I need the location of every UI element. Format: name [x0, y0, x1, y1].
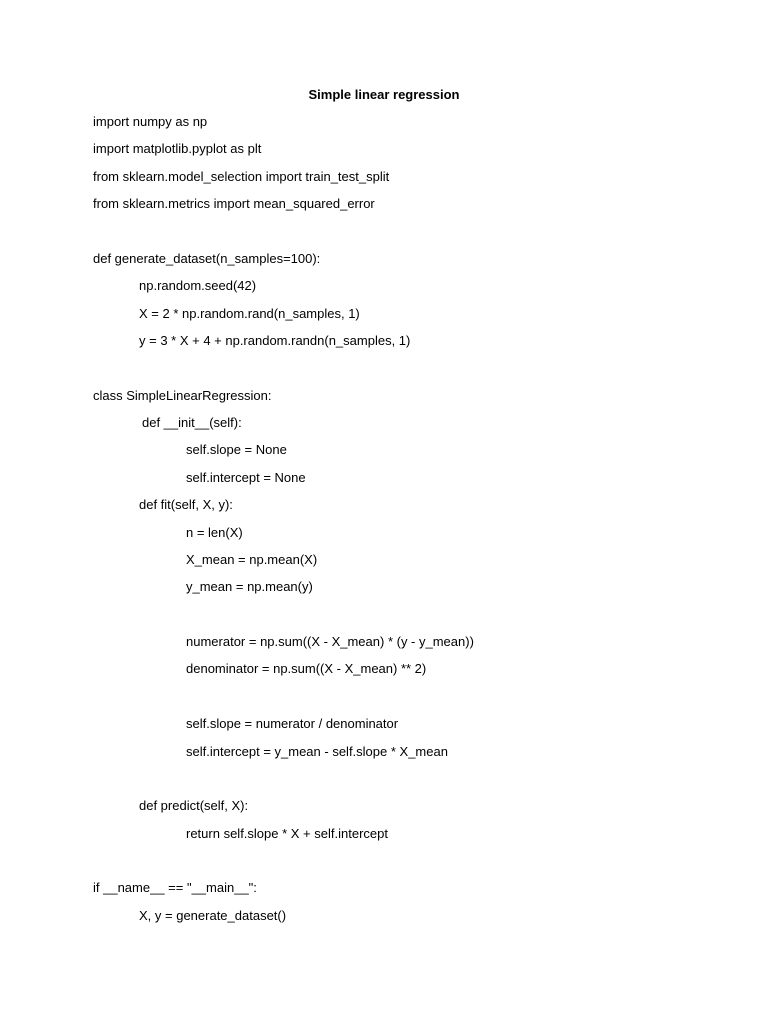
code-line: y = 3 * X + 4 + np.random.randn(n_samples, 1) [139, 333, 411, 348]
code-line: self.slope = None [186, 442, 287, 457]
code-line: X, y = generate_dataset() [139, 908, 287, 923]
code-line: X = 2 * np.random.rand(n_samples, 1) [139, 306, 360, 321]
code-line: n = len(X) [186, 525, 243, 540]
code-line: from sklearn.metrics import mean_squared_error [93, 196, 375, 211]
code-line: def predict(self, X): [139, 798, 249, 813]
document-title: Simple linear regression [308, 87, 460, 102]
code-line: numerator = np.sum((X - X_mean) * (y - y_mean)) [186, 634, 474, 649]
code-line: class SimpleLinearRegression: [93, 388, 272, 403]
code-line: return self.slope * X + self.intercept [186, 826, 388, 841]
code-line: self.intercept = y_mean - self.slope * X_mean [186, 744, 448, 759]
code-line: X_mean = np.mean(X) [186, 552, 318, 567]
code-line: self.slope = numerator / denominator [186, 716, 399, 731]
code-line: np.random.seed(42) [139, 278, 257, 293]
code-line: import numpy as np [93, 114, 208, 129]
code-line: y_mean = np.mean(y) [186, 579, 313, 594]
code-line: def fit(self, X, y): [139, 497, 233, 512]
code-line: self.intercept = None [186, 470, 306, 485]
code-line: def __init__(self): [142, 415, 242, 430]
code-line: def generate_dataset(n_samples=100): [93, 251, 321, 266]
code-line: import matplotlib.pyplot as plt [93, 141, 262, 156]
code-line: denominator = np.sum((X - X_mean) ** 2) [186, 661, 427, 676]
code-line: if __name__ == "__main__": [93, 880, 257, 895]
code-line: from sklearn.model_selection import train_test_split [93, 169, 390, 184]
